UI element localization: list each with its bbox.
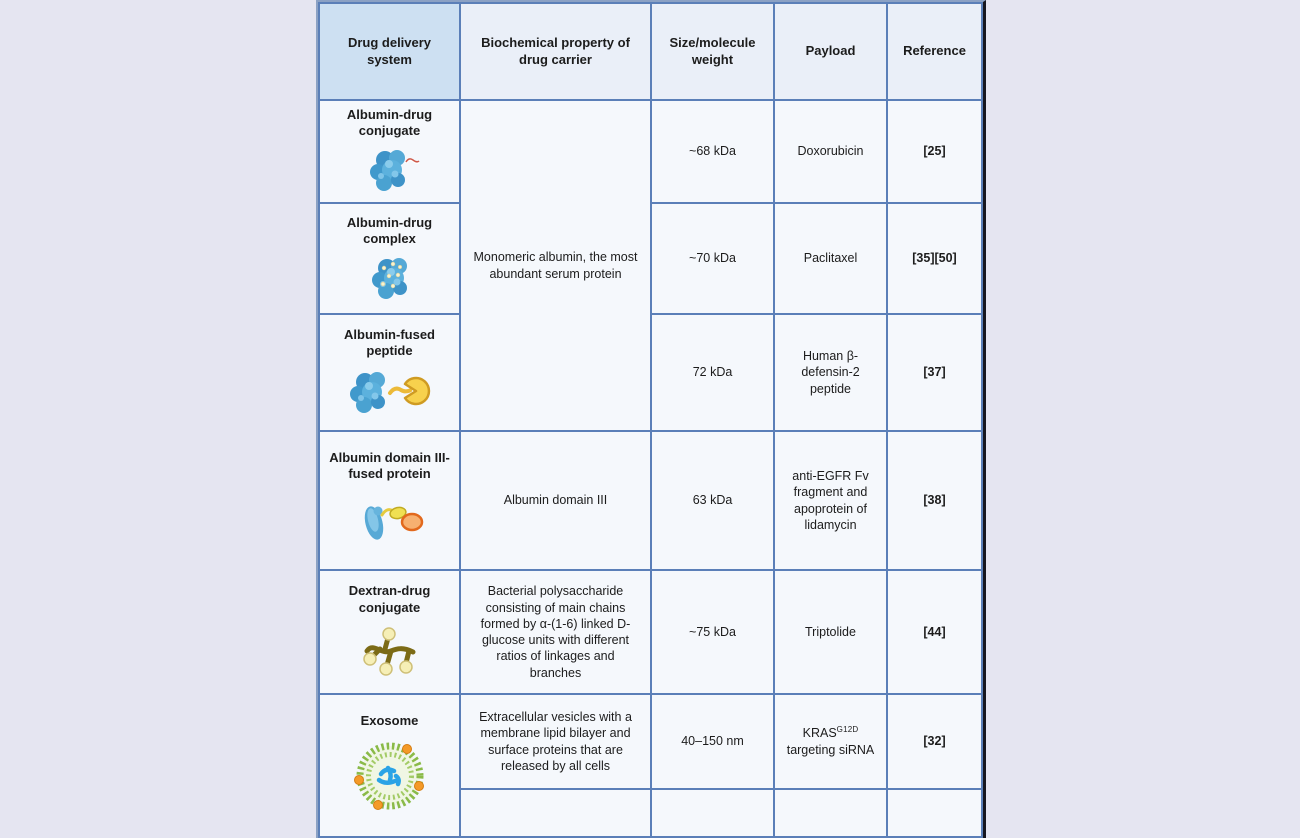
header-reference: Reference	[887, 3, 982, 100]
system-label: Albumin domain III-fused protein	[329, 449, 450, 481]
size-cell: ~70 kDa	[651, 203, 774, 314]
table-row	[319, 100, 982, 203]
table-row	[319, 431, 982, 570]
payload-cell	[774, 694, 887, 789]
property-cell: Extracellular vesicles with a membrane lipid bilayer and surface proteins that are released by all cells	[460, 694, 651, 789]
clipped-cell	[887, 789, 982, 837]
size-cell: 40–150 nm	[651, 694, 774, 789]
payload-cell: anti-EGFR Fv fragment and apoprotein of lidamycin	[774, 431, 887, 570]
system-cell	[319, 431, 460, 570]
table-row	[319, 203, 982, 314]
payload-cell: Triptolide	[774, 570, 887, 694]
exosome-icon	[328, 734, 451, 818]
payload-cell: Doxorubicin	[774, 100, 887, 203]
system-label: Albumin-drug complex	[346, 214, 433, 246]
reference-cell: [38]	[887, 431, 982, 570]
size-cell: ~75 kDa	[651, 570, 774, 694]
system-cell	[319, 694, 460, 837]
system-cell	[319, 203, 460, 314]
reference-cell: [32]	[887, 694, 982, 789]
property-cell: Bacterial polysaccharide consisting of main chains formed by α-(1-6) linked D-glucose units with different ratios of linkages and branches	[460, 570, 651, 694]
albumin-domain-iii-fused-protein-icon	[328, 487, 451, 551]
payload-cell: Human β-defensin-2 peptide	[774, 314, 887, 431]
payload-superscript: G12D	[836, 725, 859, 735]
table-row	[319, 694, 982, 789]
header-row	[319, 3, 982, 100]
reference-cell: [37]	[887, 314, 982, 431]
albumin-fused-peptide-icon	[328, 364, 451, 418]
size-cell: 72 kDa	[651, 314, 774, 431]
payload-gene: KRAS	[802, 726, 837, 741]
property-cell: Albumin domain III	[460, 431, 651, 570]
clipped-cell	[651, 789, 774, 837]
drug-delivery-table	[318, 2, 983, 838]
table-row	[319, 314, 982, 431]
reference-cell: [25]	[887, 100, 982, 203]
clipped-cell	[774, 789, 887, 837]
system-cell	[319, 570, 460, 694]
albumin-drug-complex-icon	[328, 252, 451, 302]
payload-cell: Paclitaxel	[774, 203, 887, 314]
header-biochemical-property: Biochemical property of drug carrier	[460, 3, 651, 100]
system-label: Albumin-fused peptide	[344, 326, 435, 358]
header-drug-delivery-system: Drug delivery system	[319, 3, 460, 100]
header-size-molecule-weight: Size/molecule weight	[651, 3, 774, 100]
payload-rest: targeting siRNA	[786, 742, 875, 757]
clipped-cell	[460, 789, 651, 837]
property-cell: Monomeric albumin, the most abundant serum protein	[460, 100, 651, 431]
system-cell	[319, 100, 460, 203]
system-label: Dextran-drug conjugate	[348, 583, 431, 615]
system-cell	[319, 314, 460, 431]
system-label: Albumin-drug conjugate	[346, 106, 433, 138]
size-cell: ~68 kDa	[651, 100, 774, 203]
drug-delivery-table-frame	[316, 0, 986, 838]
header-payload: Payload	[774, 3, 887, 100]
size-cell: 63 kDa	[651, 431, 774, 570]
table-row	[319, 570, 982, 694]
reference-cell: [44]	[887, 570, 982, 694]
albumin-drug-conjugate-icon	[328, 144, 451, 196]
reference-cell: [35][50]	[887, 203, 982, 314]
system-label: Exosome	[360, 712, 419, 728]
dextran-drug-conjugate-icon	[328, 621, 451, 681]
